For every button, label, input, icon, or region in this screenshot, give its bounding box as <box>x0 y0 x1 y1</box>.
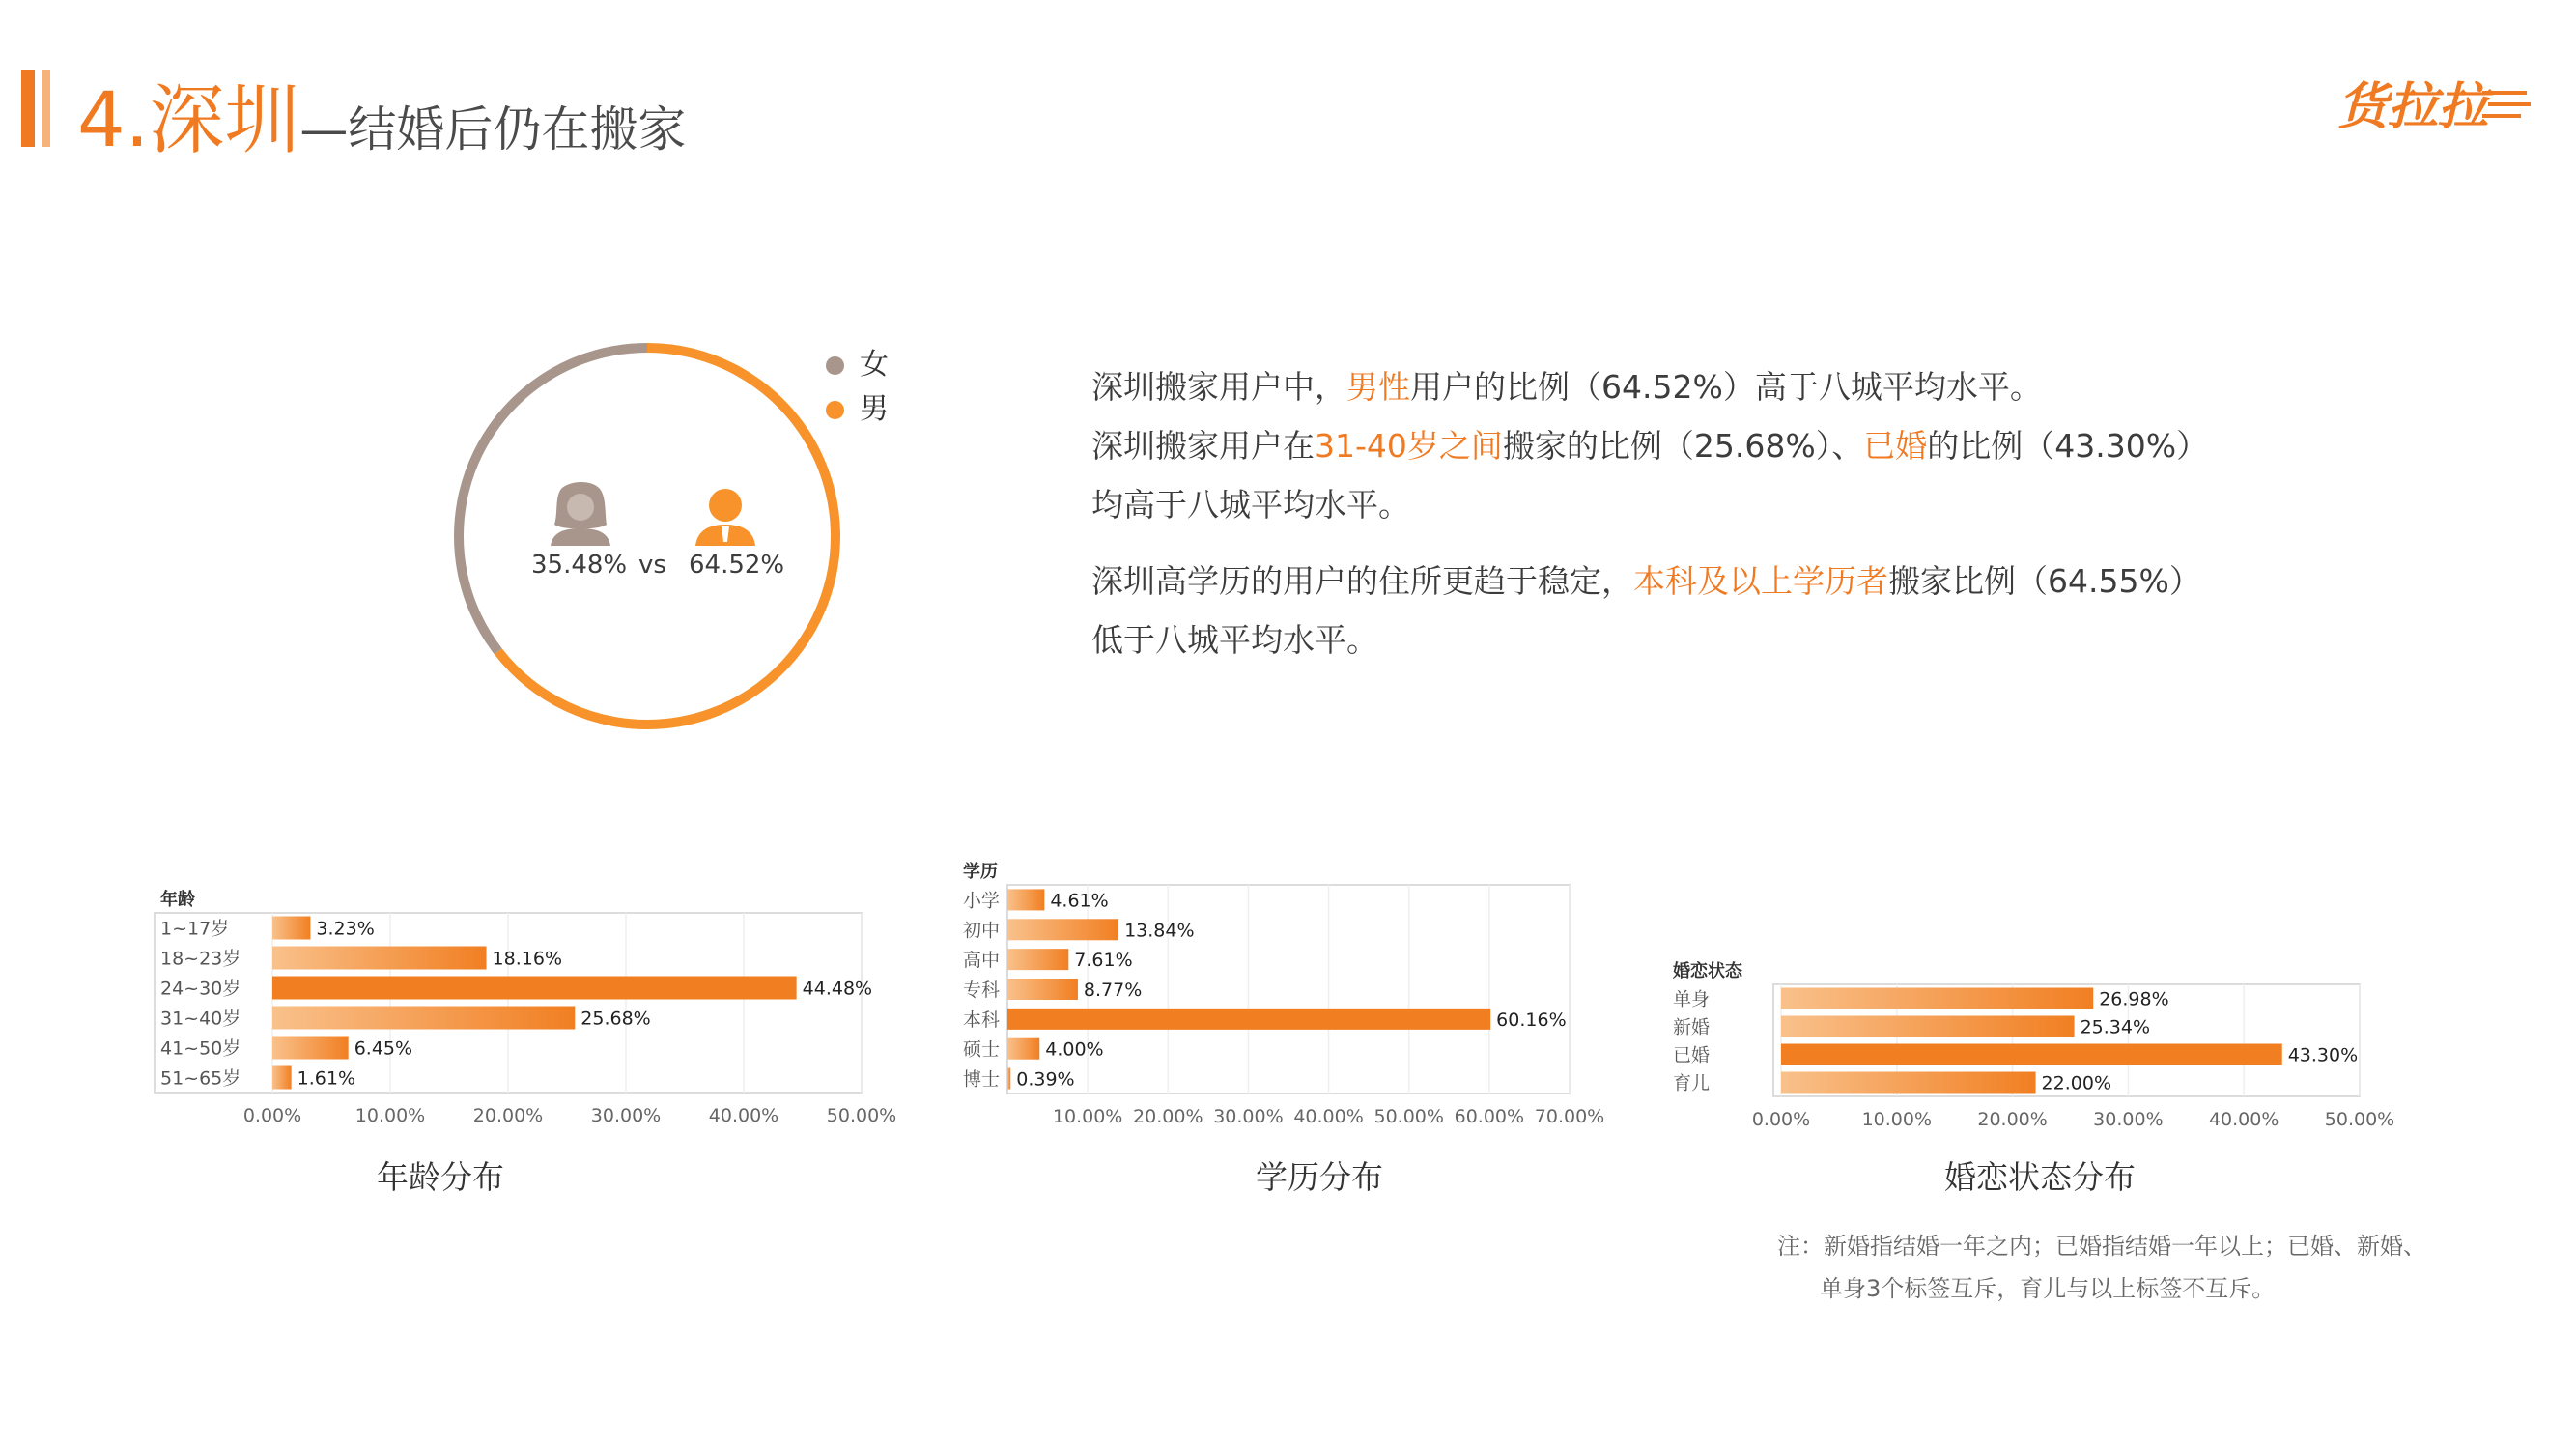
mar-x-tick-label: 40.00% <box>2208 1109 2279 1130</box>
edu-bar <box>1007 1009 1490 1030</box>
mar-value-label: 26.98% <box>2099 988 2169 1010</box>
mar-x-tick-label: 30.00% <box>2093 1109 2164 1130</box>
age-category-label: 51~65岁 <box>160 1067 241 1090</box>
age-bar <box>272 1007 575 1030</box>
edu-x-tick-label: 30.00% <box>1213 1106 1284 1127</box>
education-distribution-chart <box>951 850 1608 1135</box>
footnote-line-1: 注：新婚指结婚一年之内；已婚指结婚一年以上；已婚、新婚、 <box>1777 1233 2426 1260</box>
edu-value-label: 4.00% <box>1045 1038 1104 1061</box>
donut-slice-male <box>498 348 835 724</box>
female-user-icon <box>551 482 610 546</box>
brand-logo-text: 货拉拉 <box>2337 78 2489 136</box>
education-chart-caption: 学历分布 <box>1256 1158 1383 1196</box>
mar-bar <box>1781 1072 2036 1094</box>
summary-line-2-mid: 搬家的比例（25.68%）、 <box>1502 427 1864 465</box>
summary-text <box>1091 357 2347 669</box>
age-axis-title: 年龄 <box>160 890 195 910</box>
title-accent-bar-thin <box>42 70 50 147</box>
age-value-label: 1.61% <box>297 1067 356 1090</box>
age-x-tick-label: 50.00% <box>826 1105 897 1126</box>
mar-axis-title: 婚恋状态 <box>1673 961 1742 981</box>
male-percentage: 64.52% <box>689 551 785 580</box>
footnote-line-2: 单身3个标签互斥，育儿与以上标签不互斥。 <box>1820 1275 2276 1302</box>
mar-value-label: 43.30% <box>2287 1044 2359 1066</box>
mar-x-tick-label: 20.00% <box>1977 1109 2048 1130</box>
edu-category-label: 博士 <box>963 1068 1001 1091</box>
age-bar <box>272 1037 349 1060</box>
age-bar <box>272 1066 292 1090</box>
age-distribution-chart <box>145 874 897 1135</box>
edu-x-tick-label: 10.00% <box>1052 1106 1123 1127</box>
legend-female-label: 女 <box>860 348 889 382</box>
summary-line-1 <box>1091 357 2347 416</box>
legend-female-swatch <box>826 356 844 375</box>
summary-line-4-rest: 搬家比例（64.55%） <box>1888 562 2201 600</box>
edu-category-label: 高中 <box>963 950 1001 972</box>
edu-category-label: 小学 <box>963 890 1001 912</box>
summary-line-1-rest: 用户的比例（64.52%）高于八城平均水平。 <box>1410 368 2042 406</box>
mar-category-label: 单身 <box>1673 988 1711 1010</box>
age-x-tick-label: 30.00% <box>590 1105 662 1126</box>
summary-line-5: 低于八城平均水平。 <box>1091 621 1378 659</box>
edu-category-label: 本科 <box>963 1009 1001 1031</box>
edu-category-label: 专科 <box>963 980 1001 1001</box>
age-x-tick-label: 40.00% <box>708 1105 779 1126</box>
vs-label: vs <box>638 551 666 580</box>
mar-value-label: 22.00% <box>2041 1072 2112 1094</box>
age-category-label: 1~17岁 <box>160 918 230 940</box>
age-bar <box>272 947 487 970</box>
summary-highlight-married: 已婚 <box>1863 427 1928 465</box>
edu-value-label: 0.39% <box>1016 1068 1075 1091</box>
edu-bar <box>1007 889 1044 910</box>
edu-value-label: 8.77% <box>1083 980 1143 1001</box>
edu-x-tick-label: 40.00% <box>1293 1106 1364 1127</box>
legend-male <box>826 384 889 427</box>
age-x-tick-label: 20.00% <box>472 1105 544 1126</box>
summary-highlight-male: 男性 <box>1346 368 1410 406</box>
marital-chart-caption: 婚恋状态分布 <box>1944 1158 2136 1196</box>
summary-highlight-age: 31-40岁之间 <box>1315 427 1503 465</box>
age-value-label: 25.68% <box>580 1008 651 1030</box>
mar-bar <box>1781 1044 2282 1065</box>
edu-bar <box>1007 1068 1010 1090</box>
title-accent-bar-thick <box>21 70 35 147</box>
page-title-sub: —结婚后仍在搬家 <box>299 101 687 157</box>
age-value-label: 44.48% <box>802 978 873 1000</box>
age-x-tick-label: 0.00% <box>242 1105 302 1126</box>
age-value-label: 6.45% <box>354 1037 413 1060</box>
legend-male-swatch <box>826 401 844 419</box>
edu-bar <box>1007 979 1078 1000</box>
mar-category-label: 已婚 <box>1673 1044 1711 1066</box>
edu-axis-title: 学历 <box>963 862 998 882</box>
footnote <box>1777 1225 2426 1310</box>
summary-line-2-rest: 的比例（43.30%） <box>1927 427 2209 465</box>
age-category-label: 18~23岁 <box>160 948 241 970</box>
edu-x-tick-label: 50.00% <box>1373 1106 1444 1127</box>
summary-line-2 <box>1091 416 2347 475</box>
female-percentage: 35.48% <box>531 551 628 580</box>
age-bar <box>272 917 310 940</box>
age-category-label: 31~40岁 <box>160 1008 241 1030</box>
age-x-tick-label: 10.00% <box>354 1105 426 1126</box>
mar-category-label: 育儿 <box>1673 1072 1711 1094</box>
summary-line-4 <box>1091 552 2347 611</box>
age-chart-caption: 年龄分布 <box>377 1158 504 1196</box>
donut-slice-female <box>459 348 647 651</box>
edu-category-label: 初中 <box>963 920 1001 942</box>
male-user-icon <box>695 489 755 546</box>
mar-x-tick-label: 50.00% <box>2324 1109 2395 1130</box>
page-title-main: 4.深圳 <box>77 77 300 164</box>
age-category-label: 24~30岁 <box>160 978 241 1000</box>
edu-value-label: 60.16% <box>1496 1009 1567 1031</box>
edu-bar <box>1007 949 1068 970</box>
mar-x-tick-label: 10.00% <box>1861 1109 1933 1130</box>
gender-donut-chart <box>444 333 850 739</box>
edu-bar <box>1007 919 1118 940</box>
edu-bar <box>1007 1038 1039 1060</box>
age-category-label: 41~50岁 <box>160 1037 241 1060</box>
mar-x-tick-label: 0.00% <box>1751 1109 1811 1130</box>
age-value-label: 3.23% <box>316 918 375 940</box>
edu-value-label: 4.61% <box>1050 890 1109 912</box>
legend-male-label: 男 <box>860 392 889 426</box>
age-value-label: 18.16% <box>492 948 563 970</box>
age-bar <box>272 977 797 1000</box>
mar-bar <box>1781 988 2093 1009</box>
edu-value-label: 7.61% <box>1074 950 1133 972</box>
page-title <box>77 60 686 168</box>
summary-line-3: 均高于八城平均水平。 <box>1091 486 1410 524</box>
summary-line-4-text: 深圳高学历的用户的住所更趋于稳定， <box>1091 562 1633 600</box>
edu-x-tick-label: 60.00% <box>1454 1106 1525 1127</box>
summary-line-2-text: 深圳搬家用户在 <box>1091 427 1315 465</box>
mar-value-label: 25.34% <box>2080 1016 2151 1038</box>
edu-category-label: 硕士 <box>963 1038 1001 1061</box>
summary-highlight-education: 本科及以上学历者 <box>1633 562 1888 600</box>
edu-x-tick-label: 20.00% <box>1133 1106 1203 1127</box>
brand-logo <box>2337 68 2531 140</box>
legend-female <box>826 340 889 383</box>
summary-line-1-text: 深圳搬家用户中， <box>1091 368 1346 406</box>
marital-status-chart <box>1659 952 2393 1135</box>
edu-value-label: 13.84% <box>1124 920 1195 942</box>
edu-x-tick-label: 70.00% <box>1534 1106 1605 1127</box>
mar-bar <box>1781 1016 2075 1037</box>
mar-category-label: 新婚 <box>1673 1016 1711 1038</box>
